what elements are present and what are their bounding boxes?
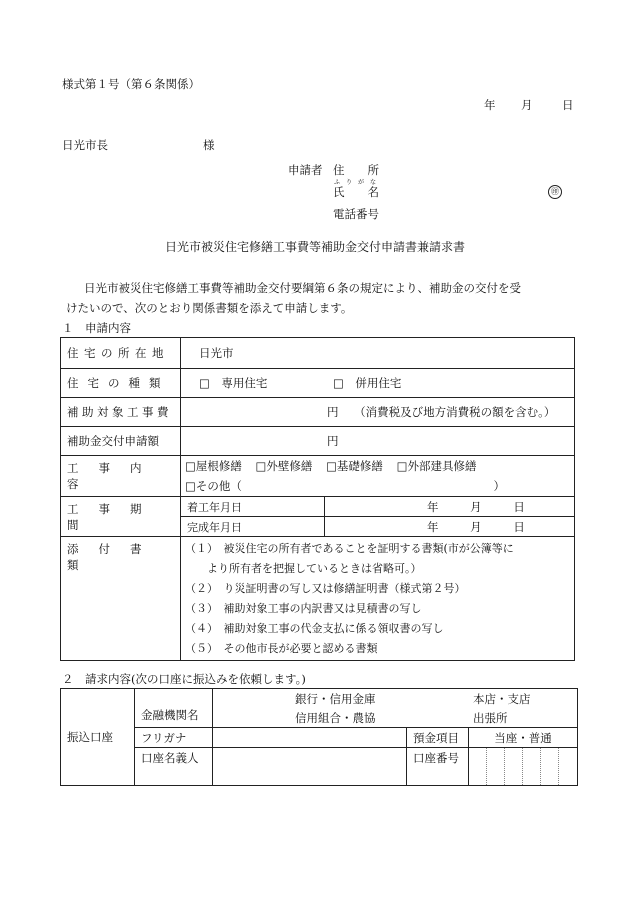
name-label: 氏 名 — [333, 185, 379, 199]
grant-unit: 円 — [327, 434, 339, 448]
end-day: 日 — [513, 519, 525, 534]
attach-label-cell — [61, 537, 181, 661]
applicant-label: 申請者 — [288, 163, 323, 177]
start-year: 年 — [427, 499, 439, 514]
account-holder-label: 口座名義人 — [141, 751, 199, 765]
attach-label: 添付書類 — [67, 542, 162, 572]
start-date-label: 着工年月日 — [187, 500, 242, 514]
start-day: 日 — [513, 499, 525, 514]
account-digit-box[interactable] — [487, 748, 505, 786]
holder-label-cell — [135, 748, 213, 786]
work-option-roof[interactable]: □屋根修繕 — [185, 459, 242, 473]
work-option-other[interactable]: □その他（ — [185, 479, 242, 493]
end-date-cell[interactable] — [325, 517, 575, 537]
branch-type-option2: 出張所 — [473, 711, 508, 725]
grant-label: 補助金交付申請額 — [67, 434, 159, 448]
deposit-type-value: 当座・普通 — [494, 730, 552, 745]
phone-label: 電話番号 — [333, 207, 379, 221]
bank-account-table — [60, 688, 578, 786]
type-label-cell — [61, 369, 181, 398]
attachment-item: （１） 被災住宅の所有者であることを証明する書類(市が公簿等に — [185, 541, 514, 555]
cost-value-cell[interactable] — [181, 398, 575, 427]
type-option-combined[interactable]: □ 併用住宅 — [333, 376, 402, 390]
type-option-exclusive[interactable]: □ 専用住宅 — [199, 376, 268, 390]
addressee: 日光市長 — [62, 138, 108, 152]
cost-label-cell — [61, 398, 181, 427]
work-option-foundation[interactable]: □基礎修繕 — [326, 459, 383, 473]
cost-note: （消費税及び地方消費税の額を含む。） — [354, 405, 556, 419]
addressee-honorific: 様 — [203, 138, 215, 152]
bank-name-cell[interactable] — [213, 689, 578, 728]
application-table — [60, 337, 575, 661]
work-other-close: ） — [493, 479, 506, 493]
deposit-label-cell — [407, 728, 469, 748]
location-label: 住宅の所在地 — [67, 346, 169, 360]
attachments-cell — [181, 537, 575, 661]
bank-type-option1: 銀行・信用金庫 — [295, 692, 376, 706]
deposit-value-cell[interactable] — [469, 728, 578, 748]
date-day-label: 日 — [562, 98, 574, 112]
bank-type-option2: 信用組合・農協 — [295, 711, 376, 725]
period-label: 工事期間 — [67, 501, 162, 532]
account-digit-box[interactable] — [523, 748, 541, 786]
section2-heading: ２ 請求内容(次の口座に振込みを依頼します。) — [62, 672, 306, 686]
attachment-item: より所有者を把握しているときは省略可。） — [185, 561, 422, 575]
kana-label-cell — [135, 728, 213, 748]
location-value: 日光市 — [199, 346, 234, 360]
account-digit-box[interactable] — [505, 748, 523, 786]
grant-label-cell — [61, 427, 181, 456]
number-label-cell — [407, 748, 469, 786]
end-label-cell — [181, 517, 325, 537]
account-label: 振込口座 — [67, 730, 113, 744]
section1-heading: １ 申請内容 — [62, 321, 131, 335]
account-label-cell — [61, 689, 135, 786]
form-number: 様式第１号（第６条関係） — [62, 77, 200, 91]
document-title: 日光市被災住宅修繕工事費等補助金交付申請書兼請求書 — [164, 240, 465, 254]
cost-label: 補助対象工事費 — [67, 405, 172, 419]
account-digit-box[interactable] — [469, 748, 487, 786]
work-label: 工事内容 — [67, 461, 162, 491]
address-label: 住 所 — [333, 163, 379, 177]
grant-value-cell[interactable] — [181, 427, 575, 456]
deposit-type-label: 預金項目 — [413, 730, 459, 745]
attachment-item: （５） その他市長が必要と認める書類 — [185, 641, 378, 655]
type-label: 住宅の種類 — [67, 376, 170, 390]
kana-input-cell[interactable] — [213, 728, 407, 748]
account-number-label: 口座番号 — [413, 751, 459, 765]
end-date-label: 完成年月日 — [187, 520, 242, 534]
furigana-field-label: フリガナ — [141, 730, 187, 745]
work-option-wall[interactable]: □外壁修繕 — [255, 459, 313, 473]
branch-type-option1: 本店・支店 — [473, 692, 531, 706]
end-year: 年 — [427, 519, 439, 534]
period-label-cell — [61, 497, 181, 537]
cost-unit: 円 — [327, 405, 339, 419]
body-text-line2: けたいので、次のとおり関係書類を添えて申請します。 — [66, 301, 353, 315]
work-label-cell — [61, 456, 181, 497]
start-label-cell — [181, 497, 325, 517]
account-digit-box[interactable] — [541, 748, 559, 786]
seal-mark-icon: ㊞ — [548, 185, 562, 199]
account-digit-box[interactable] — [559, 748, 578, 786]
work-options-cell — [181, 456, 575, 497]
type-options-cell — [181, 369, 575, 398]
location-label-cell — [61, 338, 181, 369]
start-month: 月 — [470, 499, 482, 514]
bank-label-cell — [135, 689, 213, 728]
attachment-item: （４） 補助対象工事の代金支払に係る領収書の写し — [185, 621, 444, 635]
location-value-cell[interactable] — [181, 338, 575, 369]
furigana-label: ふ り が な — [334, 179, 377, 186]
bank-name-label: 金融機関名 — [141, 708, 199, 722]
body-text-line1: 日光市被災住宅修繕工事費等補助金交付要綱第６条の規定により、補助金の交付を受 — [84, 281, 521, 295]
start-date-cell[interactable] — [325, 497, 575, 517]
attachment-item: （２） り災証明書の写し又は修繕証明書（様式第２号） — [185, 581, 466, 595]
holder-input-cell[interactable] — [213, 748, 407, 786]
attachment-item: （３） 補助対象工事の内訳書又は見積書の写し — [185, 601, 422, 615]
work-option-fixtures[interactable]: □外部建具修繕 — [396, 459, 477, 473]
date-year-label: 年 — [484, 98, 496, 112]
date-month-label: 月 — [521, 98, 533, 112]
end-month: 月 — [470, 519, 482, 534]
